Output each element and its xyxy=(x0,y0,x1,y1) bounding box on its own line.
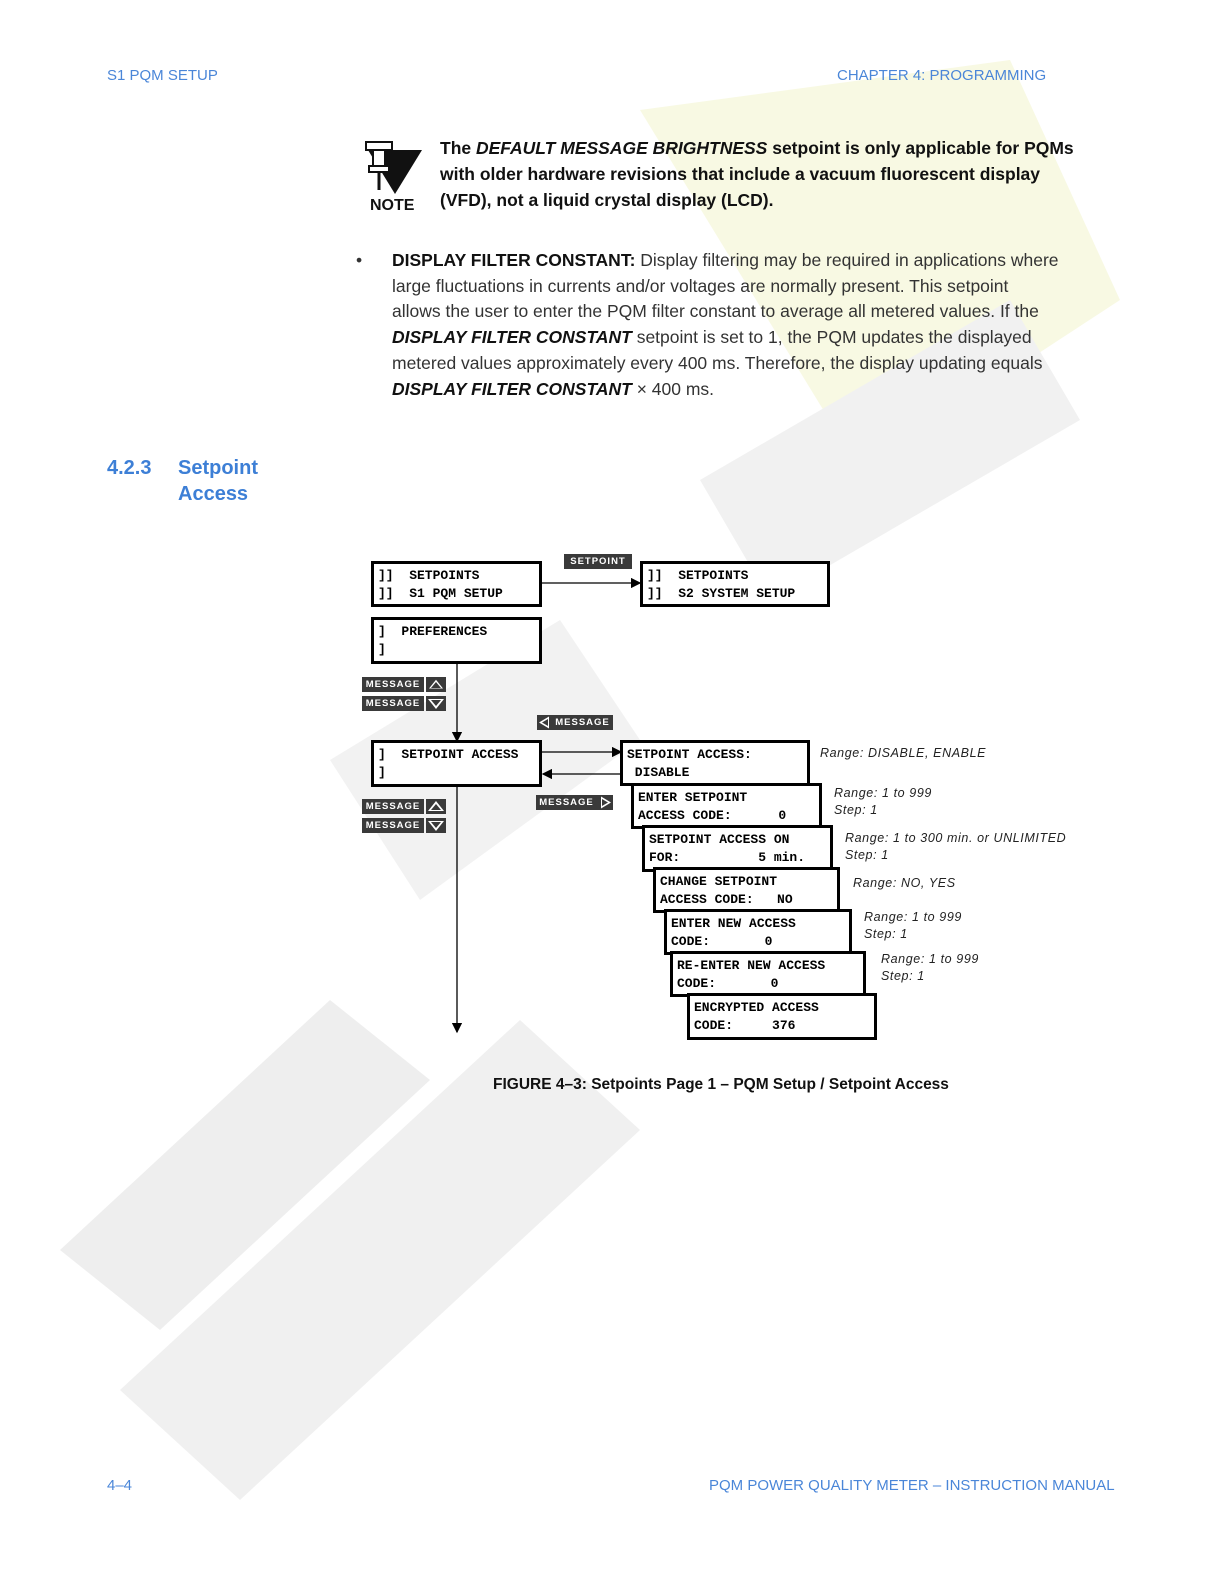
lcd-preferences: ] PREFERENCES ] xyxy=(371,617,542,664)
up-arrow-icon xyxy=(426,799,446,814)
range-access-on: Range: 1 to 300 min. or UNLIMITED Step: 1 xyxy=(845,831,1067,862)
header-left: S1 PQM SETUP xyxy=(107,67,218,84)
range-enter-new: Range: 1 to 999 Step: 1 xyxy=(864,910,962,941)
range-enter-code: Range: 1 to 999 Step: 1 xyxy=(834,786,932,817)
range-access-state: Range: DISABLE, ENABLE xyxy=(820,746,987,760)
message-right-key: MESSAGE xyxy=(536,795,613,810)
lcd-enter-new: ENTER NEW ACCESS CODE: 0 xyxy=(664,909,852,955)
message-down-key-2: MESSAGE xyxy=(362,818,446,833)
down-arrow-icon xyxy=(426,696,446,711)
footer-title: PQM POWER QUALITY METER – INSTRUCTION MANUAL xyxy=(709,1477,1115,1494)
bullet-marker: • xyxy=(356,250,363,270)
right-arrow-icon xyxy=(597,795,613,810)
message-left-key: MESSAGE xyxy=(537,715,613,730)
lcd-s2-system-setup: ]] SETPOINTS ]] S2 SYSTEM SETUP xyxy=(640,561,830,607)
lcd-access-state: SETPOINT ACCESS: DISABLE xyxy=(620,740,810,786)
lcd-s1-pqm-setup: ]] SETPOINTS ]] S1 PQM SETUP xyxy=(371,561,542,607)
range-reenter-new: Range: 1 to 999 Step: 1 xyxy=(881,952,979,983)
section-title: Setpoint Access xyxy=(178,457,258,505)
left-arrow-icon xyxy=(537,715,552,730)
lcd-change-code: CHANGE SETPOINT ACCESS CODE: NO xyxy=(653,867,840,913)
up-arrow-icon xyxy=(426,677,446,692)
message-down-key: MESSAGE xyxy=(362,696,446,711)
message-up-key: MESSAGE xyxy=(362,677,446,692)
lcd-setpoint-access: ] SETPOINT ACCESS ] xyxy=(371,740,542,787)
bullet-paragraph: DISPLAY FILTER CONSTANT: Display filtering may be required in applications where large fluctuations in currents and/or voltages are normally present. This setpoint allows the user to enter the PQM filter constant to average all metered values. If the DISPLAY FILTER CONSTANT setpoint is set to 1, the PQM updates the displayed metered values approximately every 400 ms. Therefore, the display updating equals DISPLAY FILTER CONSTANT × 400 ms. xyxy=(392,250,1059,399)
note-label: NOTE xyxy=(370,197,415,214)
range-change-code: Range: NO, YES xyxy=(853,876,956,890)
down-arrow-icon xyxy=(426,818,446,833)
setpoint-key: SETPOINT xyxy=(564,554,632,569)
note-text: The DEFAULT MESSAGE BRIGHTNESS setpoint is only applicable for PQMs with older hardware revisions that include a vacuum fluorescent display (VFD), not a liquid crystal display (LCD). xyxy=(440,138,1074,210)
footer-page-number: 4–4 xyxy=(107,1477,133,1494)
lcd-access-on: SETPOINT ACCESS ON FOR: 5 min. xyxy=(642,825,833,872)
figure-caption: FIGURE 4–3: Setpoints Page 1 – PQM Setup / Setpoint Access xyxy=(493,1076,949,1093)
message-up-key-2: MESSAGE xyxy=(362,799,446,814)
lcd-reenter-new: RE-ENTER NEW ACCESS CODE: 0 xyxy=(670,951,866,997)
header-right: CHAPTER 4: PROGRAMMING xyxy=(837,67,1047,84)
lcd-enter-code: ENTER SETPOINT ACCESS CODE: 0 xyxy=(631,783,822,829)
section-number: 4.2.3 xyxy=(107,457,152,479)
lcd-encrypted: ENCRYPTED ACCESS CODE: 376 xyxy=(687,993,877,1040)
